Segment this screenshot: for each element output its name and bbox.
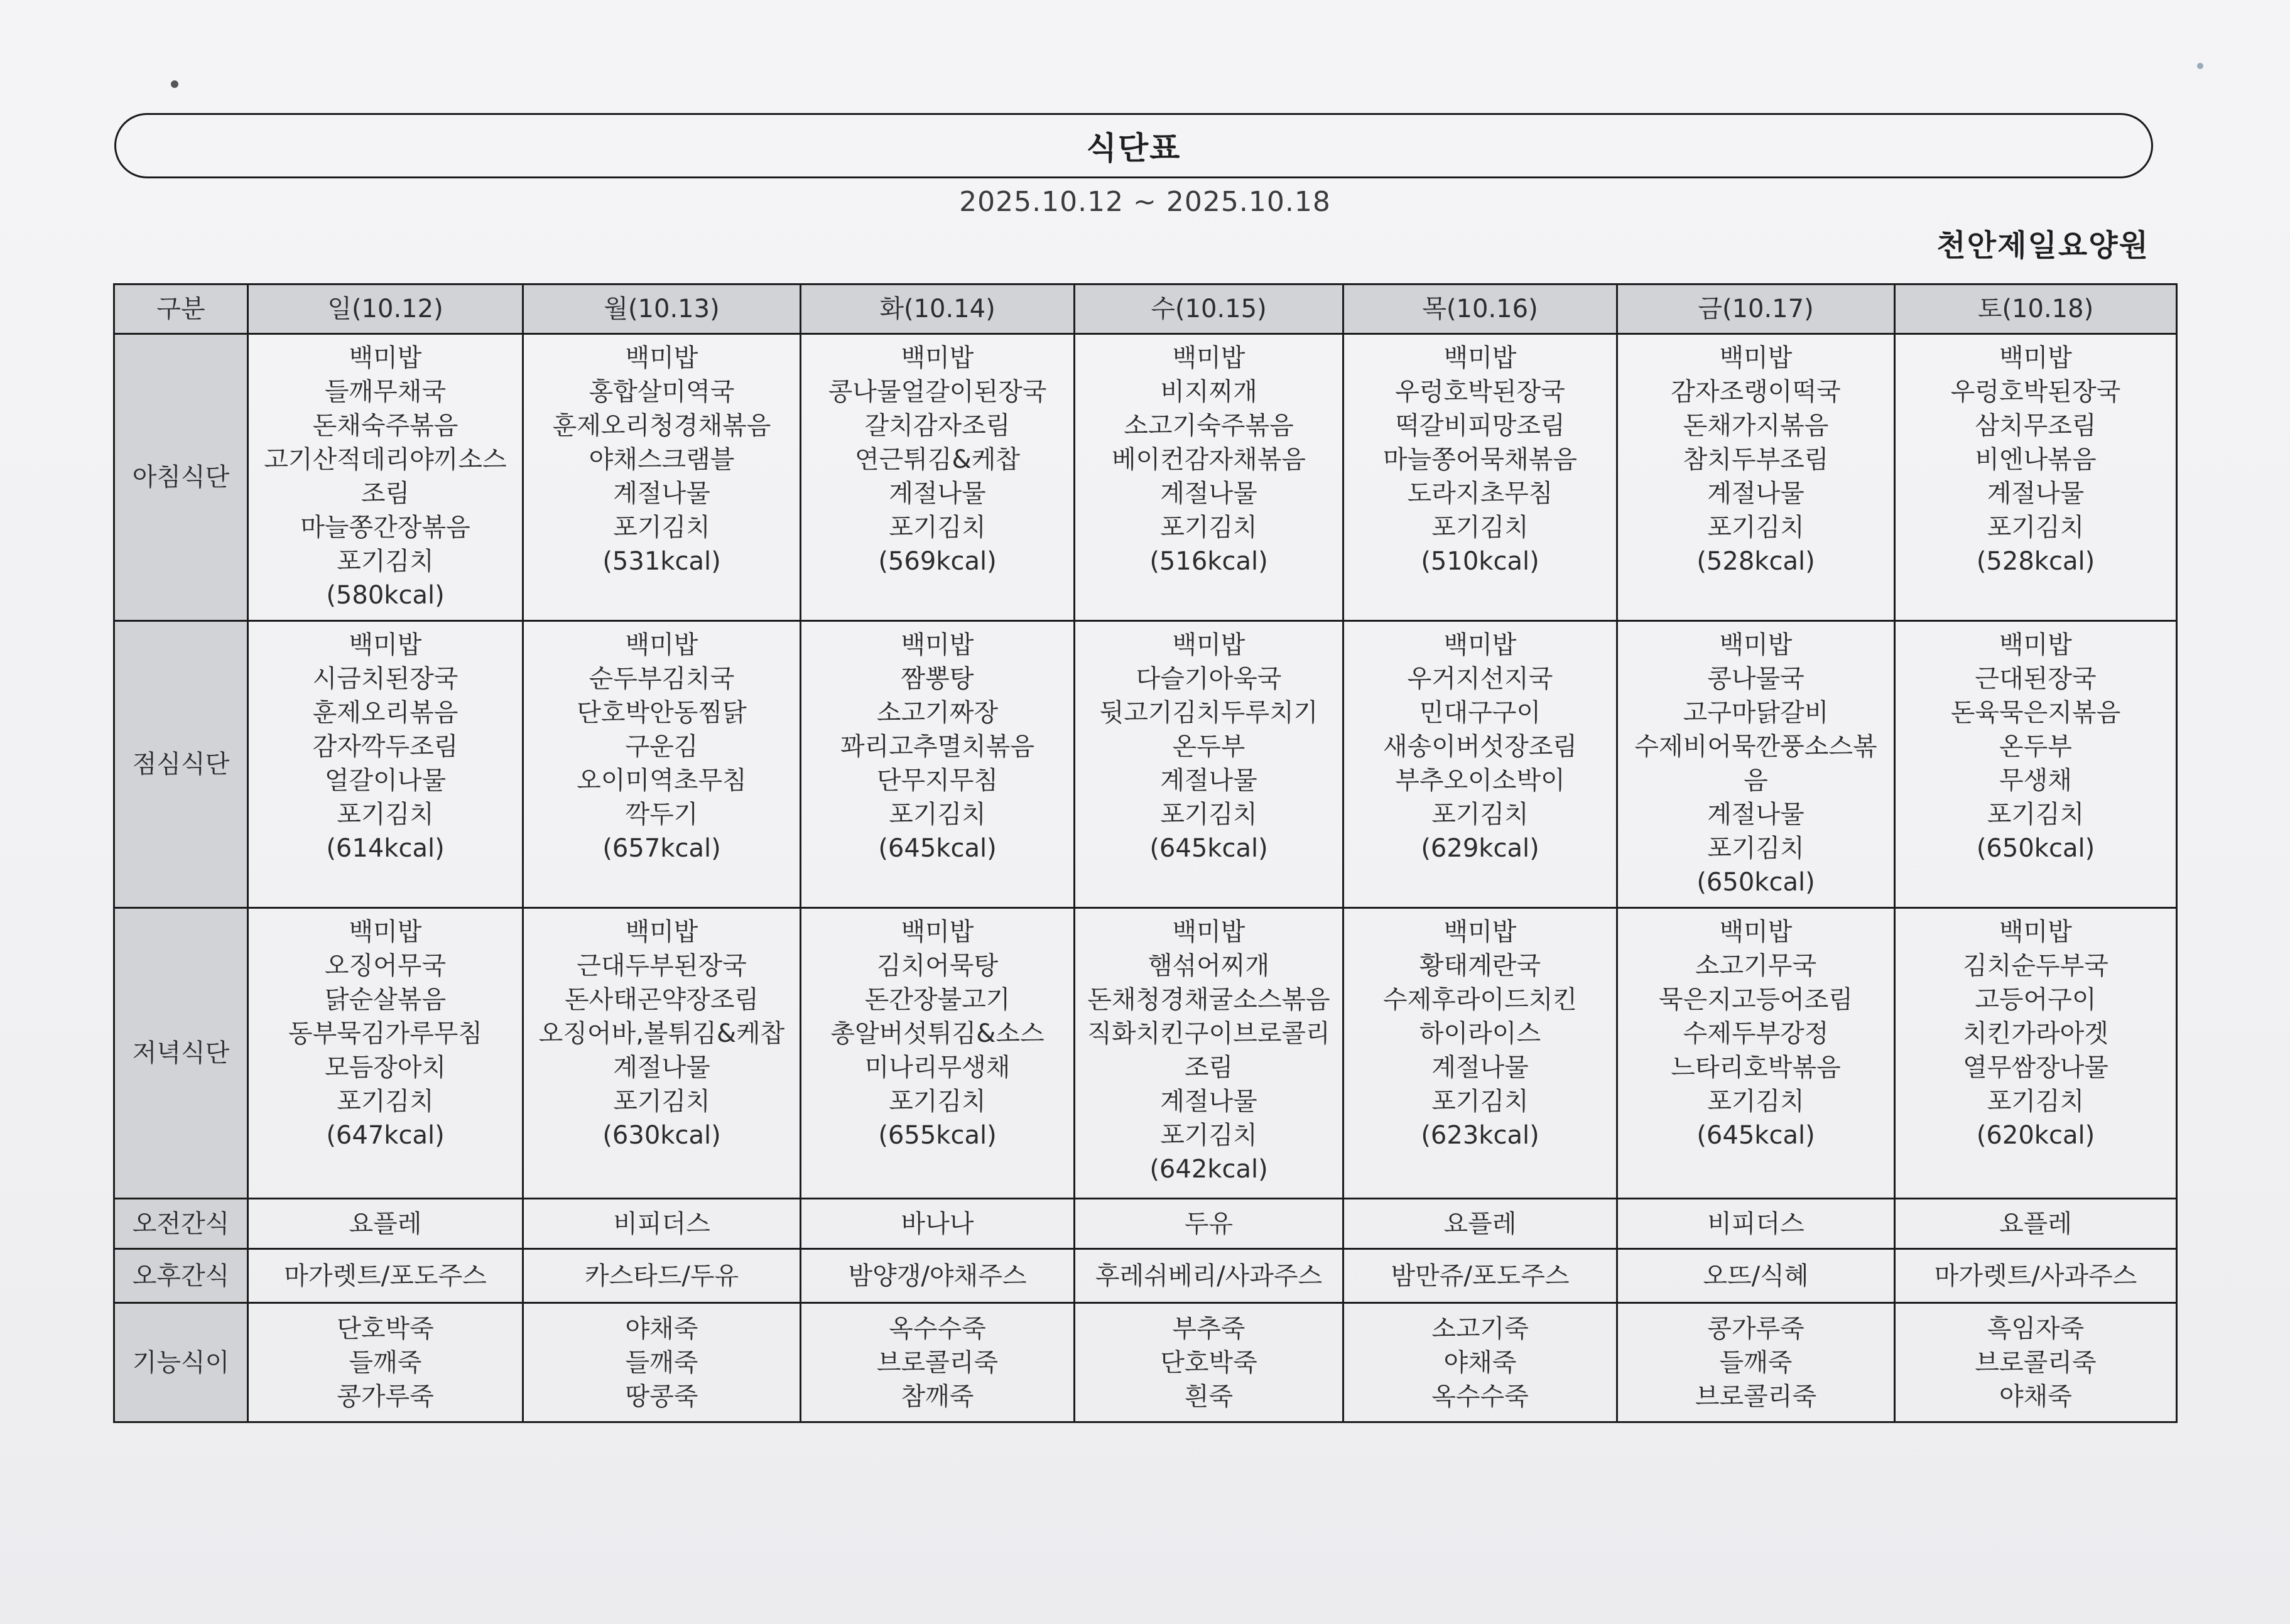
menu-item: 옥수수죽 bbox=[1431, 1382, 1529, 1411]
category-header: 구분 bbox=[114, 284, 248, 334]
menu-item: 깍두기 bbox=[625, 800, 698, 829]
menu-item: 백미밥 bbox=[625, 631, 698, 659]
menu-item: 온두부 bbox=[1172, 732, 1245, 761]
menu-item: 다슬기아욱국 bbox=[1136, 664, 1282, 693]
menu-item: (569kcal) bbox=[878, 547, 997, 576]
menu-cell-wed bbox=[1075, 1249, 1343, 1303]
menu-item: 후레쉬베리/사과주스 bbox=[1095, 1261, 1323, 1291]
menu-item: (510kcal) bbox=[1421, 547, 1539, 576]
menu-item: 계절나물 bbox=[613, 479, 710, 508]
menu-cell-tue bbox=[801, 1249, 1075, 1303]
row-label: 점심식단 bbox=[114, 621, 248, 908]
menu-item: 햄섞어찌개 bbox=[1148, 951, 1270, 980]
menu-item: 도라지초무침 bbox=[1407, 479, 1553, 508]
menu-cell-wed bbox=[1075, 334, 1343, 621]
menu-cell-sat bbox=[1895, 334, 2177, 621]
day-header-tue: 화(10.14) bbox=[801, 284, 1075, 334]
menu-item: 비피더스 bbox=[1707, 1209, 1804, 1238]
menu-item: 포기김치 bbox=[1707, 513, 1804, 542]
menu-item: (645kcal) bbox=[1149, 834, 1268, 863]
header-row bbox=[114, 284, 2177, 334]
menu-cell-tue bbox=[801, 621, 1075, 908]
morning-snack-row bbox=[114, 1199, 2177, 1249]
menu-cell-fri bbox=[1617, 908, 1895, 1199]
menu-item: 오뜨/식혜 bbox=[1703, 1261, 1809, 1291]
menu-item: (528kcal) bbox=[1976, 547, 2095, 576]
menu-item: 포기김치 bbox=[889, 1087, 986, 1116]
menu-item: 요플레 bbox=[1999, 1209, 2072, 1238]
page-title: 식단표 bbox=[114, 113, 2153, 178]
menu-item: 포기김치 bbox=[889, 800, 986, 829]
menu-item: (630kcal) bbox=[602, 1121, 721, 1150]
menu-item: 계절나물 bbox=[613, 1053, 710, 1082]
menu-item: 홍합살미역국 bbox=[589, 377, 735, 406]
menu-item: 백미밥 bbox=[901, 631, 974, 659]
menu-item: 뒷고기김치두루치기 bbox=[1099, 698, 1318, 727]
menu-item: 새송이버섯장조림 bbox=[1382, 732, 1578, 761]
menu-item: 포기김치 bbox=[1160, 800, 1257, 829]
menu-item: 고구마닭갈비 bbox=[1683, 698, 1829, 727]
menu-cell-tue bbox=[801, 1199, 1075, 1249]
menu-item: 미나리무생채 bbox=[864, 1053, 1011, 1082]
functional-diet-row bbox=[114, 1303, 2177, 1422]
menu-item: 포기김치 bbox=[1987, 513, 2085, 542]
weekly-menu-table bbox=[113, 283, 2178, 1423]
row-label: 아침식단 bbox=[114, 334, 248, 621]
menu-item: (642kcal) bbox=[1149, 1155, 1268, 1184]
menu-item: 백미밥 bbox=[1999, 344, 2072, 372]
menu-item: 구운김 bbox=[625, 732, 698, 761]
menu-cell-thu bbox=[1343, 334, 1617, 621]
menu-cell-sun bbox=[248, 334, 523, 621]
menu-item: 비엔나볶음 bbox=[1975, 445, 2097, 474]
menu-item: (650kcal) bbox=[1696, 868, 1815, 897]
menu-item: 백미밥 bbox=[349, 631, 422, 659]
menu-item: 느타리호박볶음 bbox=[1671, 1053, 1841, 1082]
menu-item: 백미밥 bbox=[349, 918, 422, 946]
menu-item: 브로콜리죽 bbox=[1975, 1348, 2097, 1377]
menu-item: 비지찌개 bbox=[1160, 377, 1257, 406]
menu-cell-sun bbox=[248, 908, 523, 1199]
menu-item: 야채죽 bbox=[1999, 1382, 2072, 1411]
menu-item: 땅콩죽 bbox=[625, 1382, 698, 1411]
menu-item: 직화치킨구이브로콜리 bbox=[1087, 1019, 1330, 1048]
menu-item: 김치순두부국 bbox=[1963, 951, 2108, 980]
menu-item: 콩나물국 bbox=[1707, 664, 1804, 693]
menu-item: 요플레 bbox=[1443, 1209, 1517, 1238]
menu-item: 소고기무국 bbox=[1695, 951, 1817, 980]
menu-item: 백미밥 bbox=[1719, 631, 1793, 659]
menu-item: 모듬장아치 bbox=[324, 1053, 447, 1082]
menu-item: 계절나물 bbox=[1431, 1053, 1529, 1082]
menu-item: (647kcal) bbox=[326, 1121, 445, 1150]
menu-item: 갈치감자조림 bbox=[864, 411, 1011, 440]
menu-item: 카스타드/두유 bbox=[584, 1261, 739, 1291]
menu-item: 계절나물 bbox=[1160, 766, 1257, 795]
paper-speck bbox=[2197, 63, 2203, 69]
menu-cell-fri bbox=[1617, 1199, 1895, 1249]
menu-cell-sun bbox=[248, 1199, 523, 1249]
menu-cell-mon bbox=[523, 1199, 801, 1249]
menu-item: 들깨죽 bbox=[1719, 1348, 1793, 1377]
menu-item: 소고기숙주볶음 bbox=[1124, 411, 1294, 440]
menu-item: 참치두부조림 bbox=[1683, 445, 1829, 474]
menu-item: 연근튀김&케찹 bbox=[854, 445, 1021, 474]
menu-item: 김치어묵탕 bbox=[876, 951, 999, 980]
menu-item: 근대된장국 bbox=[1975, 664, 2097, 693]
menu-item: 콩가루죽 bbox=[337, 1382, 434, 1411]
menu-item: 감자깍두조림 bbox=[312, 732, 459, 761]
menu-item: 열무쌈장나물 bbox=[1963, 1053, 2108, 1082]
menu-item: 치킨가라아겟 bbox=[1963, 1019, 2108, 1048]
menu-item: (629kcal) bbox=[1421, 834, 1539, 863]
menu-item: 백미밥 bbox=[625, 344, 698, 372]
paper-speck bbox=[171, 80, 178, 88]
menu-cell-wed bbox=[1075, 1303, 1343, 1422]
menu-item: 백미밥 bbox=[1999, 918, 2072, 946]
menu-item: 우거지선지국 bbox=[1407, 664, 1553, 693]
menu-cell-tue bbox=[801, 334, 1075, 621]
menu-item: 단무지무침 bbox=[876, 766, 999, 795]
menu-cell-wed bbox=[1075, 908, 1343, 1199]
menu-item: 백미밥 bbox=[901, 918, 974, 946]
menu-item: 조림 bbox=[1184, 1053, 1234, 1082]
menu-cell-fri bbox=[1617, 1303, 1895, 1422]
menu-item: 들깨죽 bbox=[349, 1348, 422, 1377]
row-label: 오전간식 bbox=[114, 1199, 248, 1249]
menu-cell-thu bbox=[1343, 621, 1617, 908]
day-header-thu: 목(10.16) bbox=[1343, 284, 1617, 334]
menu-item: 민대구구이 bbox=[1419, 698, 1541, 727]
menu-item: 두유 bbox=[1184, 1209, 1234, 1238]
menu-item: 포기김치 bbox=[613, 1087, 710, 1116]
menu-item: 우렁호박된장국 bbox=[1950, 377, 2121, 406]
menu-item: 돈채숙주볶음 bbox=[312, 411, 459, 440]
day-header-sat: 토(10.18) bbox=[1895, 284, 2177, 334]
menu-item: 콩나물얼갈이된장국 bbox=[828, 377, 1047, 406]
menu-item: 밤양갱/야채주스 bbox=[848, 1261, 1027, 1291]
menu-item: 포기김치 bbox=[1707, 834, 1804, 863]
menu-item: 단호박안동찜닭 bbox=[577, 698, 747, 727]
menu-cell-mon bbox=[523, 334, 801, 621]
menu-item: 백미밥 bbox=[1443, 344, 1517, 372]
menu-cell-tue bbox=[801, 908, 1075, 1199]
menu-item: 돈채가지볶음 bbox=[1683, 411, 1829, 440]
menu-item: 백미밥 bbox=[901, 344, 974, 372]
menu-item: 마가렛트/사과주스 bbox=[1934, 1261, 2137, 1291]
menu-item: 돈사태곤약장조림 bbox=[564, 985, 759, 1014]
menu-item: 소고기짜장 bbox=[876, 698, 999, 727]
menu-cell-fri bbox=[1617, 334, 1895, 621]
menu-item: 수제후라이드치킨 bbox=[1382, 985, 1578, 1014]
menu-item: 야채죽 bbox=[625, 1314, 698, 1343]
menu-item: 음 bbox=[1744, 766, 1768, 795]
menu-item: 오징어무국 bbox=[324, 951, 447, 980]
menu-cell-mon bbox=[523, 1249, 801, 1303]
menu-item: 고등어구이 bbox=[1975, 985, 2097, 1014]
menu-item: 수제두부강정 bbox=[1683, 1019, 1829, 1048]
menu-item: 포기김치 bbox=[1160, 513, 1257, 542]
menu-item: 계절나물 bbox=[1707, 800, 1804, 829]
menu-cell-fri bbox=[1617, 621, 1895, 908]
menu-item: 짬뽕탕 bbox=[901, 664, 974, 693]
menu-item: 흰죽 bbox=[1184, 1382, 1234, 1411]
menu-item: 부추오이소박이 bbox=[1395, 766, 1565, 795]
menu-item: 콩가루죽 bbox=[1707, 1314, 1804, 1343]
menu-item: 비피더스 bbox=[613, 1209, 710, 1238]
menu-item: 황태계란국 bbox=[1419, 951, 1541, 980]
menu-cell-thu bbox=[1343, 908, 1617, 1199]
menu-item: 고기산적데리야끼소스 bbox=[264, 445, 507, 474]
menu-item: 브로콜리죽 bbox=[876, 1348, 999, 1377]
date-range: 2025.10.12 ~ 2025.10.18 bbox=[959, 186, 1331, 218]
menu-cell-sat bbox=[1895, 1199, 2177, 1249]
row-label: 저녁식단 bbox=[114, 908, 248, 1199]
menu-item: 꽈리고추멸치볶음 bbox=[840, 732, 1035, 761]
menu-item: (623kcal) bbox=[1421, 1121, 1539, 1150]
menu-item: 포기김치 bbox=[889, 513, 986, 542]
menu-cell-mon bbox=[523, 908, 801, 1199]
menu-item: (516kcal) bbox=[1149, 547, 1268, 576]
menu-item: 백미밥 bbox=[349, 344, 422, 372]
menu-item: 마늘쫑간장볶음 bbox=[300, 513, 470, 542]
menu-item: 베이컨감자채볶음 bbox=[1111, 445, 1306, 474]
menu-item: 온두부 bbox=[1999, 732, 2072, 761]
menu-cell-sun bbox=[248, 621, 523, 908]
day-header-sun: 일(10.12) bbox=[248, 284, 523, 334]
menu-item: 백미밥 bbox=[1719, 344, 1793, 372]
menu-cell-sat bbox=[1895, 1249, 2177, 1303]
menu-item: (650kcal) bbox=[1976, 834, 2095, 863]
menu-item: 마늘쫑어묵채볶음 bbox=[1382, 445, 1578, 474]
menu-item: 수제비어묵깐풍소스볶 bbox=[1634, 732, 1877, 761]
breakfast-row bbox=[114, 334, 2177, 621]
menu-item: (645kcal) bbox=[1696, 1121, 1815, 1150]
menu-item: 포기김치 bbox=[337, 547, 434, 576]
menu-item: 계절나물 bbox=[889, 479, 986, 508]
menu-item: 근대두부된장국 bbox=[577, 951, 747, 980]
menu-cell-mon bbox=[523, 1303, 801, 1422]
menu-item: 백미밥 bbox=[1999, 631, 2072, 659]
menu-item: 브로콜리죽 bbox=[1695, 1382, 1817, 1411]
menu-item: 백미밥 bbox=[1443, 918, 1517, 946]
menu-item: 포기김치 bbox=[1987, 800, 2085, 829]
menu-cell-mon bbox=[523, 621, 801, 908]
day-header-fri: 금(10.17) bbox=[1617, 284, 1895, 334]
menu-item: 계절나물 bbox=[1707, 479, 1804, 508]
menu-item: 옥수수죽 bbox=[889, 1314, 986, 1343]
menu-cell-sat bbox=[1895, 908, 2177, 1199]
row-label: 기능식이 bbox=[114, 1303, 248, 1422]
menu-item: 조림 bbox=[361, 479, 410, 508]
lunch-row bbox=[114, 621, 2177, 908]
menu-item: 참깨죽 bbox=[901, 1382, 974, 1411]
menu-item: 요플레 bbox=[349, 1209, 422, 1238]
menu-item: 흑임자죽 bbox=[1987, 1314, 2085, 1343]
menu-item: 포기김치 bbox=[1431, 513, 1529, 542]
menu-cell-sat bbox=[1895, 1303, 2177, 1422]
menu-item: 소고기죽 bbox=[1431, 1314, 1529, 1343]
menu-item: 마가렛트/포도주스 bbox=[284, 1261, 487, 1291]
menu-item: (657kcal) bbox=[602, 834, 721, 863]
day-header-wed: 수(10.15) bbox=[1075, 284, 1343, 334]
menu-cell-sun bbox=[248, 1249, 523, 1303]
afternoon-snack-row bbox=[114, 1249, 2177, 1303]
menu-cell-thu bbox=[1343, 1199, 1617, 1249]
menu-item: 오이미역초무침 bbox=[577, 766, 747, 795]
menu-item: 순두부김치국 bbox=[589, 664, 735, 693]
menu-item: 포기김치 bbox=[1160, 1121, 1257, 1150]
menu-cell-fri bbox=[1617, 1249, 1895, 1303]
menu-item: 백미밥 bbox=[1172, 344, 1245, 372]
menu-cell-sat bbox=[1895, 621, 2177, 908]
menu-item: 동부묵김가루무침 bbox=[288, 1019, 483, 1048]
menu-item: 백미밥 bbox=[1719, 918, 1793, 946]
day-header-mon: 월(10.13) bbox=[523, 284, 801, 334]
menu-item: 야채스크램블 bbox=[589, 445, 735, 474]
menu-item: 포기김치 bbox=[1707, 1087, 1804, 1116]
menu-item: 계절나물 bbox=[1160, 479, 1257, 508]
menu-item: 얼갈이나물 bbox=[324, 766, 447, 795]
dinner-row bbox=[114, 908, 2177, 1199]
menu-item: 훈제오리볶음 bbox=[312, 698, 459, 727]
menu-item: 묵은지고등어조림 bbox=[1658, 985, 1853, 1014]
menu-item: 포기김치 bbox=[1431, 800, 1529, 829]
menu-cell-thu bbox=[1343, 1303, 1617, 1422]
menu-item: (531kcal) bbox=[602, 547, 721, 576]
menu-item: 총알버섯튀김&소스 bbox=[830, 1019, 1045, 1048]
menu-item: (645kcal) bbox=[878, 834, 997, 863]
menu-item: (528kcal) bbox=[1696, 547, 1815, 576]
menu-item: 백미밥 bbox=[1443, 631, 1517, 659]
menu-item: 계절나물 bbox=[1987, 479, 2085, 508]
menu-item: 포기김치 bbox=[337, 800, 434, 829]
menu-item: 포기김치 bbox=[337, 1087, 434, 1116]
row-label: 오후간식 bbox=[114, 1249, 248, 1303]
menu-item: 단호박죽 bbox=[337, 1314, 434, 1343]
menu-cell-wed bbox=[1075, 621, 1343, 908]
menu-item: 계절나물 bbox=[1160, 1087, 1257, 1116]
menu-item: (614kcal) bbox=[326, 834, 445, 863]
menu-item: 야채죽 bbox=[1443, 1348, 1517, 1377]
menu-item: (655kcal) bbox=[878, 1121, 997, 1150]
menu-item: 돈채청경채굴소스볶음 bbox=[1087, 985, 1330, 1014]
menu-item: 백미밥 bbox=[1172, 918, 1245, 946]
menu-item: 오징어바,볼튀김&케찹 bbox=[538, 1019, 785, 1048]
menu-item: 닭순살볶음 bbox=[324, 985, 447, 1014]
menu-item: 바나나 bbox=[901, 1209, 974, 1238]
menu-item: 밤만쥬/포도주스 bbox=[1391, 1261, 1570, 1291]
menu-item: (620kcal) bbox=[1976, 1121, 2095, 1150]
menu-item: 백미밥 bbox=[625, 918, 698, 946]
menu-item: 하이라이스 bbox=[1419, 1019, 1541, 1048]
organization-name: 천안제일요양원 bbox=[1936, 228, 2149, 263]
menu-item: 떡갈비피망조림 bbox=[1395, 411, 1565, 440]
menu-item: 감자조랭이떡국 bbox=[1671, 377, 1841, 406]
menu-item: 시금치된장국 bbox=[312, 664, 459, 693]
menu-item: 무생채 bbox=[1999, 766, 2072, 795]
menu-cell-thu bbox=[1343, 1249, 1617, 1303]
menu-item: 들깨무채국 bbox=[324, 377, 447, 406]
menu-item: 포기김치 bbox=[1987, 1087, 2085, 1116]
menu-cell-sun bbox=[248, 1303, 523, 1422]
menu-item: 훈제오리청경채볶음 bbox=[552, 411, 771, 440]
menu-cell-wed bbox=[1075, 1199, 1343, 1249]
menu-item: 백미밥 bbox=[1172, 631, 1245, 659]
menu-item: 우렁호박된장국 bbox=[1395, 377, 1565, 406]
menu-item: 돈간장불고기 bbox=[864, 985, 1011, 1014]
menu-item: 포기김치 bbox=[1431, 1087, 1529, 1116]
menu-cell-tue bbox=[801, 1303, 1075, 1422]
menu-item: 부추죽 bbox=[1172, 1314, 1245, 1343]
menu-item: (580kcal) bbox=[326, 581, 445, 610]
menu-item: 돈육묵은지볶음 bbox=[1950, 698, 2121, 727]
menu-item: 들깨죽 bbox=[625, 1348, 698, 1377]
menu-item: 포기김치 bbox=[613, 513, 710, 542]
menu-item: 단호박죽 bbox=[1160, 1348, 1257, 1377]
menu-item: 삼치무조림 bbox=[1975, 411, 2097, 440]
